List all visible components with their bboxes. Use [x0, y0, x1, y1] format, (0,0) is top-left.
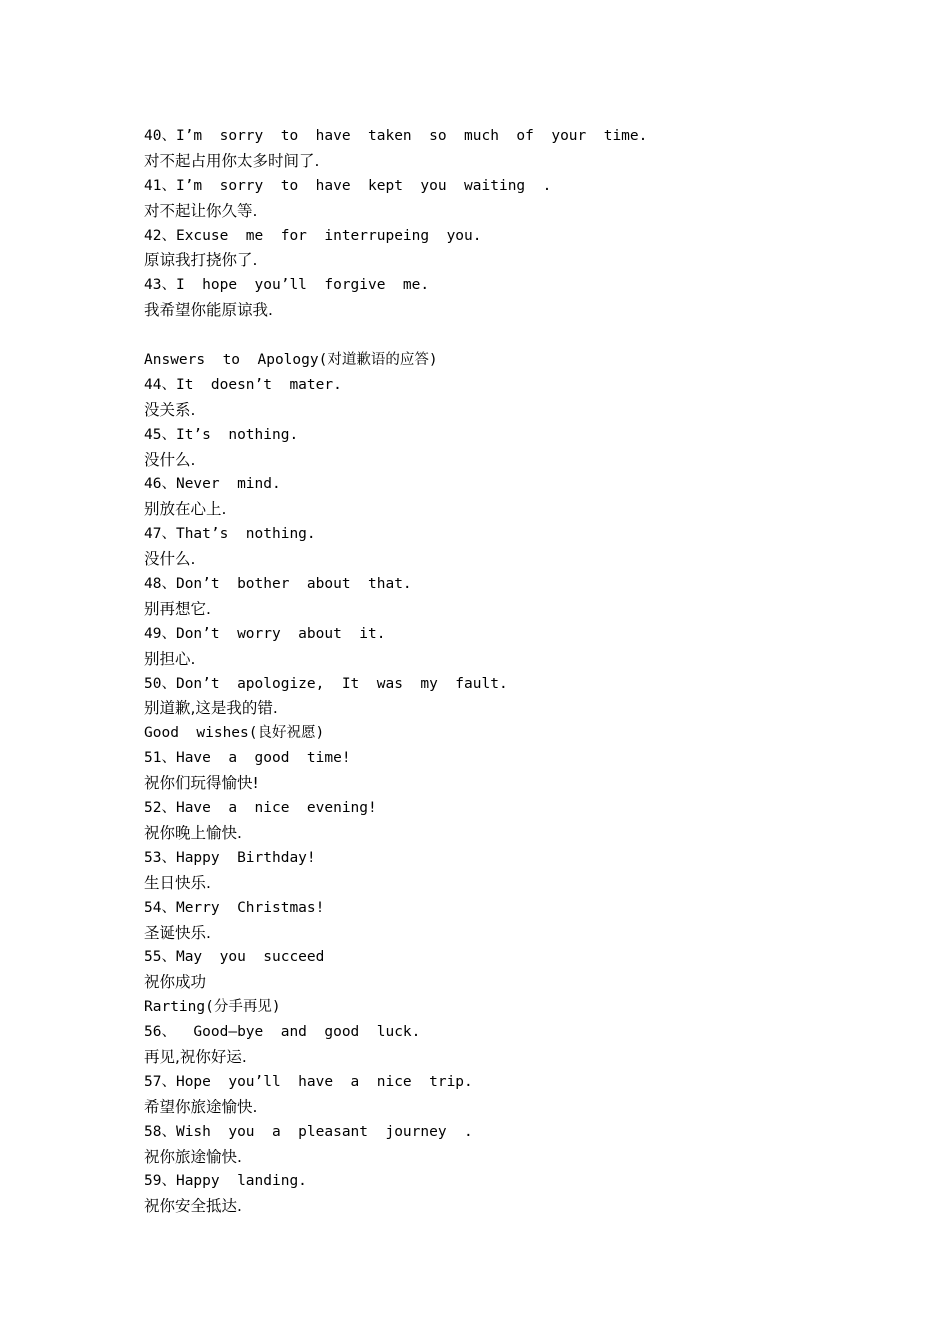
text-line: 希望你旅途愉快.	[144, 1097, 258, 1116]
blank-line	[144, 323, 904, 348]
text-line: 42、Excuse me for interrupeing you.	[144, 227, 482, 244]
text-line: 47、That’s nothing.	[144, 526, 316, 543]
text-line: 44、It doesn’t mater.	[144, 376, 342, 393]
text-line: 我希望你能原谅我.	[144, 301, 273, 320]
text-line: 生日快乐.	[144, 873, 211, 892]
text-line: 祝你旅途愉快.	[144, 1147, 242, 1166]
text-line: 原谅我打挠你了.	[144, 251, 258, 270]
text-line: 别放在心上.	[144, 500, 227, 519]
text-line: 没什么.	[144, 550, 196, 569]
text-line: 没什么.	[144, 450, 196, 469]
text-line: 别道歉,这是我的错.	[144, 699, 278, 718]
text-line: 56、 Good—bye and good luck.	[144, 1024, 421, 1041]
text-line: 45、It’s nothing.	[144, 426, 299, 443]
text-line: 46、Never mind.	[144, 476, 281, 493]
text-line: 53、Happy Birthday!	[144, 849, 316, 866]
section-heading: Good wishes(良好祝愿)	[144, 725, 325, 742]
text-line: 别担心.	[144, 649, 196, 668]
text-line: 对不起让你久等.	[144, 201, 258, 220]
text-line: 51、Have a good time!	[144, 750, 351, 767]
text-line: 52、Have a nice evening!	[144, 800, 377, 817]
text-line: 43、I hope you’ll forgive me.	[144, 277, 430, 294]
text-line: 祝你安全抵达.	[144, 1197, 242, 1216]
text-line: 对不起占用你太多时间了.	[144, 151, 320, 170]
text-line: 50、Don’t apologize, It was my fault.	[144, 675, 508, 692]
text-line: 55、May you succeed	[144, 949, 325, 966]
text-line: 再见,祝你好运.	[144, 1047, 247, 1066]
text-line: 40、I’m sorry to have taken so much of your time.	[144, 128, 648, 144]
document-page	[144, 124, 904, 1219]
text-line: 49、Don’t worry about it.	[144, 625, 386, 642]
text-line: 圣诞快乐.	[144, 923, 211, 942]
text-line: 41、I’m sorry to have kept you waiting .	[144, 177, 552, 194]
text-line: 59、Happy landing.	[144, 1173, 307, 1190]
text-line: 54、Merry Christmas!	[144, 899, 325, 916]
text-line: 祝你晚上愉快.	[144, 823, 242, 842]
text-line: 祝你成功	[144, 973, 207, 992]
text-line: 祝你们玩得愉快!	[144, 774, 259, 793]
section-heading: Rarting(分手再见)	[144, 999, 281, 1016]
section-heading: Answers to Apology(对道歉语的应答)	[144, 352, 438, 369]
text-line: 48、Don’t bother about that.	[144, 576, 412, 593]
text-line: 58、Wish you a pleasant journey .	[144, 1123, 473, 1140]
text-line: 没关系.	[144, 400, 196, 419]
text-line: 别再想它.	[144, 599, 211, 618]
text-line: 57、Hope you’ll have a nice trip.	[144, 1073, 473, 1090]
